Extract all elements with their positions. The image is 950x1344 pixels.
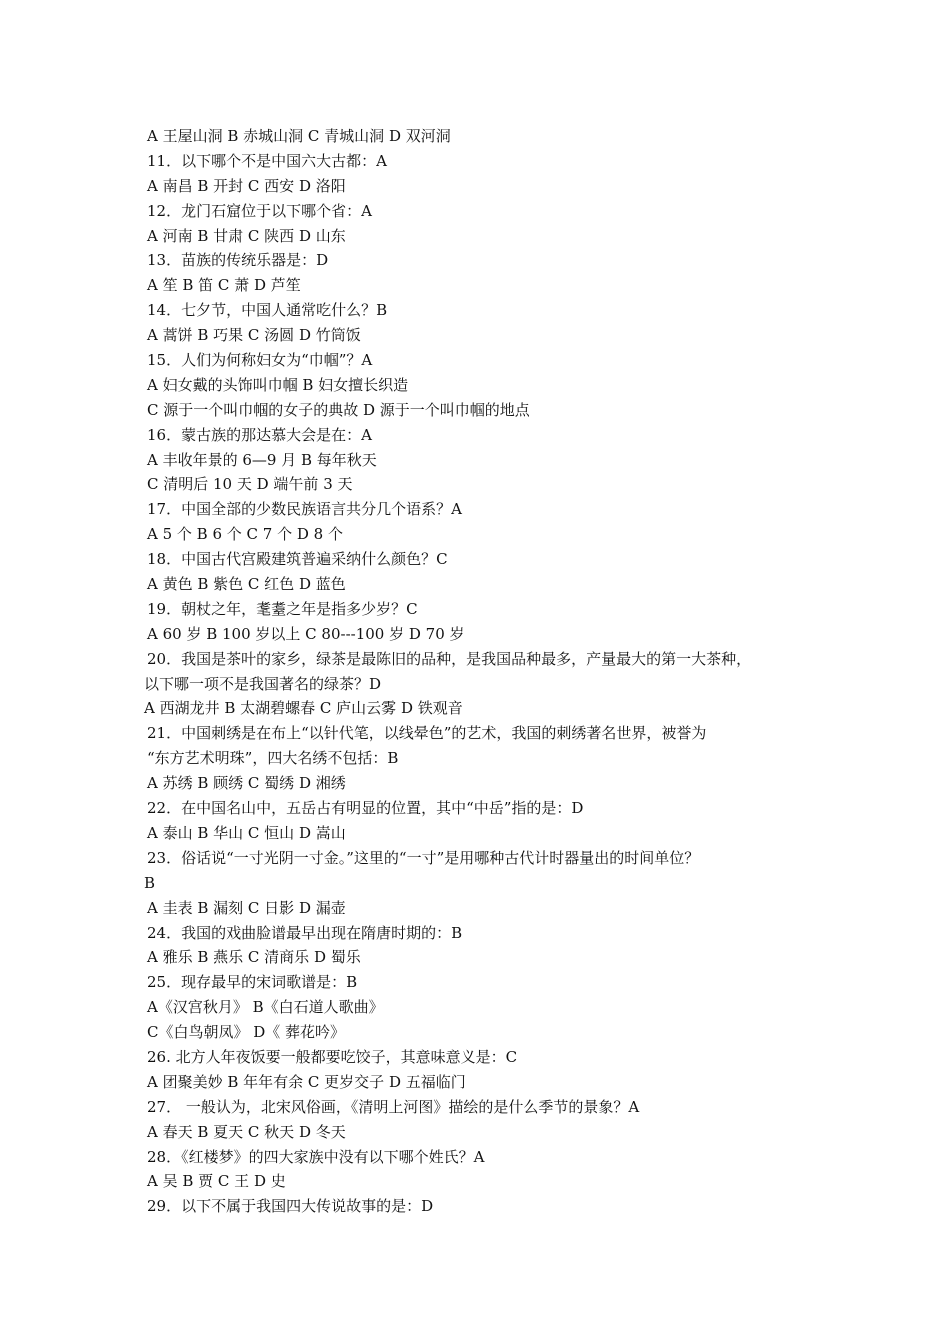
text-line: A 王屋山洞 B 赤城山洞 C 青城山洞 D 双河洞 — [147, 127, 451, 145]
question-line: 27． 一般认为，北宋风俗画，《清明上河图》描绘的是什么季节的景象？A — [147, 1097, 640, 1116]
question-line: 13．苗族的传统乐器是：D — [147, 251, 329, 270]
options-line: A 丰收年景的 6—9 月 B 每年秋天 — [147, 450, 377, 469]
options-line: A 5 个 B 6 个 C 7 个 D 8 个 — [147, 525, 343, 544]
options-line: A 黄色 B 紫色 C 红色 D 蓝色 — [147, 575, 346, 594]
options-line: A 蒿饼 B 巧果 C 汤圆 D 竹筒饭 — [147, 326, 361, 345]
question-line: 19．朝杖之年，耄耋之年是指多少岁？C — [147, 599, 418, 618]
options-line: A《汉宫秋月》 B《白石道人歌曲》 — [147, 998, 384, 1017]
options-line: C 源于一个叫巾帼的女子的典故 D 源于一个叫巾帼的地点 — [147, 400, 530, 419]
options-line: A 笙 B 笛 C 萧 D 芦笙 — [147, 276, 301, 295]
question-line: 24．我国的戏曲脸谱最早出现在隋唐时期的：B — [147, 923, 463, 942]
options-line: A 妇女戴的头饰叫巾帼 B 妇女擅长织造 — [147, 375, 409, 394]
question-line: 11．以下哪个不是中国六大古都：A — [147, 151, 387, 170]
question-line: 21．中国刺绣是在布上“以针代笔，以线晕色”的艺术，我国的刺绣著名世界，被誉为 — [147, 724, 707, 743]
question-line: 14．七夕节，中国人通常吃什么？B — [147, 301, 388, 320]
question-line: 23．俗话说“一寸光阴一寸金。”这里的“一寸”是用哪种古代计时器量出的时间单位？ — [147, 848, 700, 867]
question-line: 29．以下不属于我国四大传说故事的是：D — [147, 1197, 434, 1216]
question-line: 17．中国全部的少数民族语言共分几个语系？A — [147, 500, 462, 519]
options-line: C 清明后 10 天 D 端午前 3 天 — [147, 475, 353, 494]
options-line: A 苏绣 B 顾绣 C 蜀绣 D 湘绣 — [147, 774, 346, 793]
options-line: A 雅乐 B 燕乐 C 清商乐 D 蜀乐 — [147, 948, 361, 967]
question-line: 12．龙门石窟位于以下哪个省：A — [147, 201, 372, 220]
options-line: A 南昌 B 开封 C 西安 D 洛阳 — [147, 176, 346, 195]
question-line: 16．蒙古族的那达慕大会是在：A — [147, 425, 372, 444]
options-line: A 西湖龙井 B 太湖碧螺春 C 庐山云雾 D 铁观音 — [144, 699, 463, 718]
document-body — [144, 124, 827, 1219]
options-line: A 吴 B 贾 C 王 D 史 — [147, 1172, 286, 1191]
question-line: 26. 北方人年夜饭要一般都要吃饺子，其意味意义是：C — [147, 1047, 518, 1066]
question-line: 18．中国古代宫殿建筑普遍采纳什么颜色？C — [147, 550, 448, 569]
question-line: 20．我国是茶叶的家乡，绿茶是最陈旧的品种，是我国品种最多，产量最大的第一大茶种， — [147, 649, 752, 668]
question-line-continued: “东方艺术明珠”，四大名绣不包括：B — [147, 749, 399, 768]
options-line: A 泰山 B 华山 C 恒山 D 嵩山 — [147, 823, 346, 842]
question-line: 15．人们为何称妇女为“巾帼”？A — [147, 351, 373, 370]
question-line-continued: 以下哪一项不是我国著名的绿茶？D — [144, 674, 382, 693]
options-line: A 河南 B 甘肃 C 陕西 D 山东 — [147, 226, 346, 245]
options-line: A 圭表 B 漏刻 C 日影 D 漏壶 — [147, 898, 346, 917]
question-line: 25．现存最早的宋词歌谱是：B — [147, 973, 358, 992]
options-line: A 60 岁 B 100 岁以上 C 80---100 岁 D 70 岁 — [147, 624, 465, 643]
options-line: A 春天 B 夏天 C 秋天 D 冬天 — [147, 1122, 346, 1141]
options-line: C《白鸟朝凤》 D《 葬花吟》 — [147, 1023, 346, 1042]
options-line: A 团聚美妙 B 年年有余 C 更岁交子 D 五福临门 — [147, 1072, 466, 1091]
question-line: 28．《红楼梦》的四大家族中没有以下哪个姓氏？A — [147, 1147, 485, 1166]
question-line: 22．在中国名山中，五岳占有明显的位置，其中“中岳”指的是：D — [147, 799, 584, 818]
answer-line: B — [144, 873, 156, 892]
